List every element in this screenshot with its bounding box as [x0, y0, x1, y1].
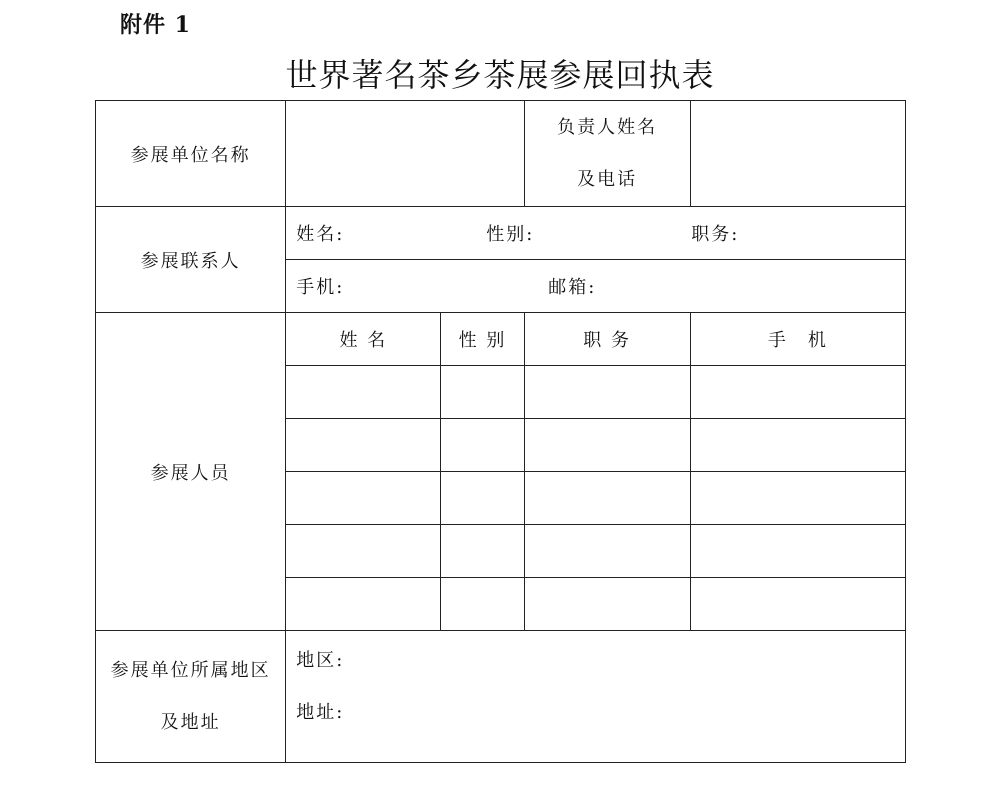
member-name-cell[interactable] [286, 578, 441, 631]
unit-name-label: 参展单位名称 [96, 101, 286, 207]
attachment-label: 附件 1 [120, 12, 191, 38]
responsible-person-input[interactable] [690, 101, 905, 207]
contact-name-label: 姓名: [296, 224, 345, 245]
member-name-cell[interactable] [286, 472, 441, 525]
contact-phone-label: 手机: [296, 277, 345, 298]
member-name-cell[interactable] [286, 419, 441, 472]
page-title: 世界著名茶乡茶展参展回执表 [285, 56, 715, 94]
member-gender-cell[interactable] [441, 578, 524, 631]
region-address-input[interactable] [286, 631, 906, 763]
contact-row-1 [96, 207, 906, 260]
member-gender-cell[interactable] [441, 366, 524, 419]
col-header-position: 职 务 [524, 313, 690, 366]
member-position-cell[interactable] [524, 419, 690, 472]
members-header-row [96, 313, 906, 366]
member-position-cell[interactable] [524, 366, 690, 419]
col-header-phone: 手 机 [690, 313, 905, 366]
responsible-person-label [524, 101, 690, 207]
member-position-cell[interactable] [524, 472, 690, 525]
member-position-cell[interactable] [524, 578, 690, 631]
region-field-label: 地区: [296, 650, 345, 671]
contact-position-label: 职务: [691, 224, 740, 245]
member-position-cell[interactable] [524, 525, 690, 578]
unit-name-input[interactable] [286, 101, 524, 207]
member-phone-cell[interactable] [690, 419, 905, 472]
contact-gender-label: 性别: [486, 224, 535, 245]
member-phone-cell[interactable] [690, 366, 905, 419]
member-phone-cell[interactable] [690, 578, 905, 631]
responsible-label-line2: 及电话 [577, 168, 638, 190]
contact-info-line2[interactable] [286, 260, 906, 313]
region-label-line1: 参展单位所属地区 [110, 659, 271, 681]
member-name-cell[interactable] [286, 525, 441, 578]
member-phone-cell[interactable] [690, 472, 905, 525]
members-label: 参展人员 [96, 313, 286, 631]
col-header-name: 姓 名 [286, 313, 441, 366]
region-address-label [96, 631, 286, 763]
contact-email-label: 邮箱: [548, 277, 597, 298]
contact-info-line1[interactable] [286, 207, 906, 260]
member-gender-cell[interactable] [441, 419, 524, 472]
region-label-line2: 及地址 [160, 711, 221, 733]
member-name-cell[interactable] [286, 366, 441, 419]
member-gender-cell[interactable] [441, 472, 524, 525]
col-header-gender: 性 别 [441, 313, 524, 366]
address-field-label: 地址: [296, 702, 345, 723]
unit-row [96, 101, 906, 207]
responsible-label-line1: 负责人姓名 [557, 116, 658, 138]
member-gender-cell[interactable] [441, 525, 524, 578]
contact-person-label: 参展联系人 [96, 207, 286, 313]
registration-form-table [95, 100, 906, 763]
region-row [96, 631, 906, 763]
member-phone-cell[interactable] [690, 525, 905, 578]
